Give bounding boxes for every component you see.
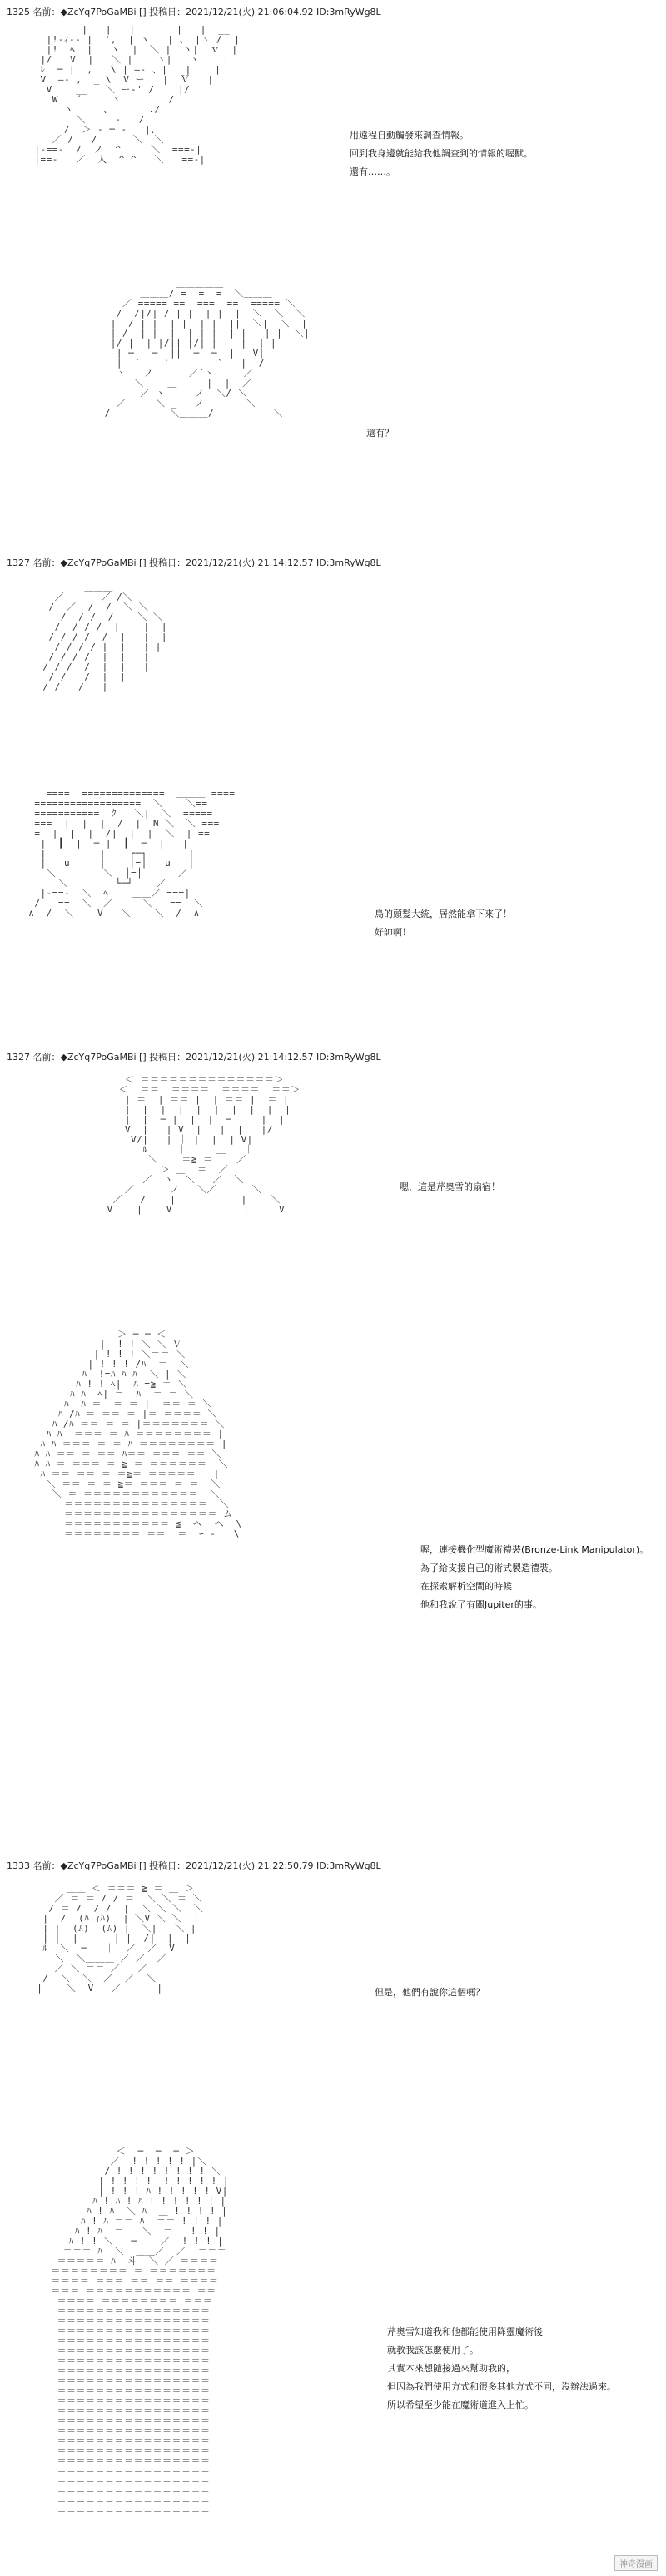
ascii-art-figure-2: ＿＿＿＿＿ ＿＿＿/ = = = ＼＿＿＿ ／ ===== == === == ===== ＼ / /|/| / | | | | | ＼ ＼ ＼ | / | | | | | | || ＼| ＼ | | / | | | | | | | | | | ＼| |/ | | |/|| |/| | | | | | | ─ ─ || ─ ─ | V| | ´ ` ` | / ヽ ノ ／´ヽ ／ ＼ ＿ | | ／ ／ ヽ ノ ＼/ ＼ ／ ＼ _ ノ ＼ / ＼＿＿＿/ ＼ [104, 278, 311, 419]
post-header-1327: 1327 名前：◆ZcYq7PoGaMBi [] 投稿日：2021/12/21(火) 21:14:12.57 ID:3mRyWg8L [7, 557, 381, 568]
ascii-art-figure-6: ＞ ─ ─ ＜ | ! ! ＼ ＼ Ｖ | ! ! ! ＼＝＝ ＼ | ! ! ! /ﾊ ＝ ＼ ﾊ !=ﾊ ﾊ ﾊ ＼ | ＼ ﾊ ! ! ﾍ| ﾊ =≧ ＝ ＼ ﾊ ﾊ ﾍ| ＝ ﾊ ＝ ＝ ＼ ﾊ ﾊ ＝ ＝ ＝ | ＝＝ ＝ ＼ ﾊ /ﾊ ＝ ＝＝ ＝ |＝ ＝＝＝＝ ＼ ﾊ /ﾊ ＝＝ ＝ ＝ |＝＝＝＝＝＝＝ ＼ ﾊ ﾊ ＝＝＝ ＝ ﾊ ＝＝＝＝＝＝＝＝ | ﾊ ﾊ ＝＝＝ ＝ ＝ ﾊ ＝＝＝＝＝＝＝＝ | ﾊ ﾊ ＝＝ ＝ ＝＝ ﾊ＝＝ ＝＝＝ ＝＝ ＼ ﾊ ﾊ ＝ ＝＝＝ ＝ ≧ ＝ ＝＝＝＝＝＝ ＼ ﾊ ＝＝ ＝＝ ＝ ＝≧＝ ＝＝＝＝＝ | ＼ ＝＝ ＝ ＝ ≧＝ ＝＝＝ ＝ ＝ ＼ ＼ ＝ ＝＝＝＝＝＝＝＝＝＝＝＝ ＼ ＝＝＝＝＝＝＝＝＝＝＝＝＝＝＝ ＼ ＝＝＝＝＝＝＝＝＝＝＝＝＝＝＝＝ ム ＝＝＝＝＝＝＝＝＝＝＝ ≦ ヘ ヘ \ ＝＝＝＝＝＝＝＝ ＝＝ ＝ ｰ ‐ \ [34, 1329, 242, 1539]
ascii-art-figure-1: | | | | | __ |!-ｨ-‐ | ', | ヽ | 、 |ヽ / | |! ﾍ | ヽ | ＼ | ヽ| ｖ | |/ V | ＼ | ヽ| ヽ | ﾚ ─ | , \ | ―- 、| | | V ―‐ , _ \ V ー | Ｖ | V __ ＼ ー‐' / |/ W ´ ヽ / ヽ 、 ./ ＼ ‐ / / ＞ - ─ ‐ |、 ／ / / ＼ ＼ |-==- / ノ ^ ＼ ===-| |==- ／ 人 ^ ^ ＼ ==-| [34, 24, 241, 165]
dialog-box: 喔，連接機化型魔術禮裝(Bronze-Link Manipulator)。 為了給支援自己的術式製造禮裝。 在探索解析空間的時候 他和我說了有關Jupiter的事。 [420, 1544, 649, 1610]
watermark: 神奇漫画 [614, 2555, 658, 2571]
post-header-1325: 1325 名前：◆ZcYq7PoGaMBi [] 投稿日：2021/12/21(火) 21:06:04.92 ID:3mRyWg8L [7, 7, 381, 17]
dialog-box: 還有？ [366, 428, 394, 438]
ascii-art-figure-8: ＜ ─ ─ ─ ＞ ／ ! ! ! ! ! |＼ / ! ! ! ! ! ! ! ! ＼ | ! ! ! ! ! ! ! ! ! | | ! ! ! ﾊ ! ! ! ! ! V| ﾊ ! ﾊ ! ﾊ ! ! ! ! ! ! | ﾊ ! ﾊ ＼ ﾊ ＿ ! ! ! ! | ﾊ ! ﾊ ＝＝ ﾊ ＝＝ ! ! ! | ﾊ ! ﾊ ＝ ＼ ＝ ! ! | ﾊ ! ! ＼ ─ ／ ! ! ! | ＝＝＝ ﾊ ＼ ＿＿／ ／ ＝＝＝ ＝＝＝＝＝ ﾊ 斗 ＼ ／ ＝＝＝＝ ＝＝＝＝＝＝＝＝ ＝ ＝＝＝＝＝＝＝ ＝＝＝＝ ＝＝＝ ＝＝ ＝＝ ＝＝＝＝ ＝＝＝ ＝＝＝＝＝＝＝＝＝＝＝ ＝＝ ＝＝＝＝ ＝＝＝＝＝＝＝＝ ＝＝＝ ＝＝＝＝＝＝＝＝＝＝＝＝＝＝＝＝ ＝＝＝＝＝＝＝＝＝＝＝＝＝＝＝＝ ＝＝＝＝＝＝＝＝＝＝＝＝＝＝＝＝ ＝＝＝＝＝＝＝＝＝＝＝＝＝＝＝＝ ＝＝＝＝＝＝＝＝＝＝＝＝＝＝＝＝ ＝＝＝＝＝＝＝＝＝＝＝＝＝＝＝＝ ＝＝＝＝＝＝＝＝＝＝＝＝＝＝＝＝ ＝＝＝＝＝＝＝＝＝＝＝＝＝＝＝＝ ＝＝＝＝＝＝＝＝＝＝＝＝＝＝＝＝ ＝＝＝＝＝＝＝＝＝＝＝＝＝＝＝＝ ＝＝＝＝＝＝＝＝＝＝＝＝＝＝＝＝ ＝＝＝＝＝＝＝＝＝＝＝＝＝＝＝＝ ＝＝＝＝＝＝＝＝＝＝＝＝＝＝＝＝ ＝＝＝＝＝＝＝＝＝＝＝＝＝＝＝＝ ＝＝＝＝＝＝＝＝＝＝＝＝＝＝＝＝ ＝＝＝＝＝＝＝＝＝＝＝＝＝＝＝＝ ＝＝＝＝＝＝＝＝＝＝＝＝＝＝＝＝ ＝＝＝＝＝＝＝＝＝＝＝＝＝＝＝＝ ＝＝＝＝＝＝＝＝＝＝＝＝＝＝＝＝ ＝＝＝＝＝＝＝＝＝＝＝＝＝＝＝＝ ＝＝＝＝＝＝＝＝＝＝＝＝＝＝＝＝ [51, 2146, 230, 2516]
post-header-1327-b: 1327 名前：◆ZcYq7PoGaMBi [] 投稿日：2021/12/21(火) 21:14:12.57 ID:3mRyWg8L [7, 1052, 381, 1063]
dialog-box: 用遠程自動觸發來調查情報。 回到我身邊就能給我他調查到的情報的喔獸。 還有……。 [350, 130, 533, 177]
dialog-box: 芹奧雪知道我和他都能使用降靈魔術後 就教我該怎麼使用了。 其實本來想隨接過來幫助我的， 但因為我們使用方式和很多其他方式不同，沒辦法過來。 所以希望至少能在魔術道進入上忙。 [387, 2326, 616, 2410]
dialog-box: 但是，他們有說你這個嗎？ [375, 1987, 485, 1998]
ascii-art-figure-7: ＿＿ ＜ ＝＝＝ ≧ ＝ ＿ ＞ ／ ＝ ＝ / / ＝ ＼ ＼ ＝ ＼ / ＝ / / / | ＼ ＼ ＼ ＼ | / (ﾊ|ｨﾊ) | ＼V ＼ ＼ | | | (ﾑ) (ﾑ) | ＼| ＼ | | | | | | /| | | ﾙ ＼ ─ ｜ ／ ／ V ＼ ＼＿＿＿ ／ ／ ／ ／ ＼ ＝＝ ／ ／ / ＼ ＼ ／ ／ ＼ | ＼ V ／ | [37, 1883, 204, 1994]
ascii-art-figure-4: ==== ============== ＿＿＿ ==== ================== ＼ ＼== =========== ｸ ＼| ＼ ===== === | | | / | N ＼ ＼ === = | | | /| | | ＼ | == | ┃ | ─ | ┃ ─ | | | | ┌─┐ | | u | │=│ u | ＼ ＼ │=│ ／ ＼ └─┘ ／ |-==- ＼ ﾍ ＿＿／ ===| / == ＼ ／ ＼ == ＼ ∧ / ＼ V ＼ ＼ / ∧ [28, 788, 236, 919]
ascii-art-figure-3: ＿＿＿ ／￣￣ ／ /＼ / ／ / / ＼ ＼ / / / / ＼ ＼ / / / / | | | / / / / / | | | / / / / | | | | / / / / | | | / / / / | | | / / / | | / / / | [42, 582, 167, 692]
ascii-art-figure-5: ＜ ＝＝＝＝＝＝＝＝＝＝＝＝＝＝＞ ＜ ＝＝ ＝＝＝＝ ＝＝＝＝ ＝＝＞ | ＝ | ＝＝ | | ＝＝ | ＝ | | | | | | | | | | | | | ─ | | | ─ | | | V | | V | | | |/ V/| | ｜ | | | V| ﾙ ｜ ＿ ｜ ＼ ＝≧ ＝ ／ ＞ ＿ ＝ ／ ／ ヽ ＼ ／ ＼ ／ ノ ＼／ ＼ ／ / | | ＼ V | V | V [107, 1074, 301, 1215]
post-header-1333: 1333 名前：◆ZcYq7PoGaMBi [] 投稿日：2021/12/21(火) 21:22:50.79 ID:3mRyWg8L [7, 1860, 381, 1871]
dialog-box: 嗯，這是芹奧雪的扇宿！ [400, 1181, 500, 1192]
dialog-box: 鳥的頭髮大統，居然能拿下來了！ 好帥啊！ [375, 909, 512, 938]
